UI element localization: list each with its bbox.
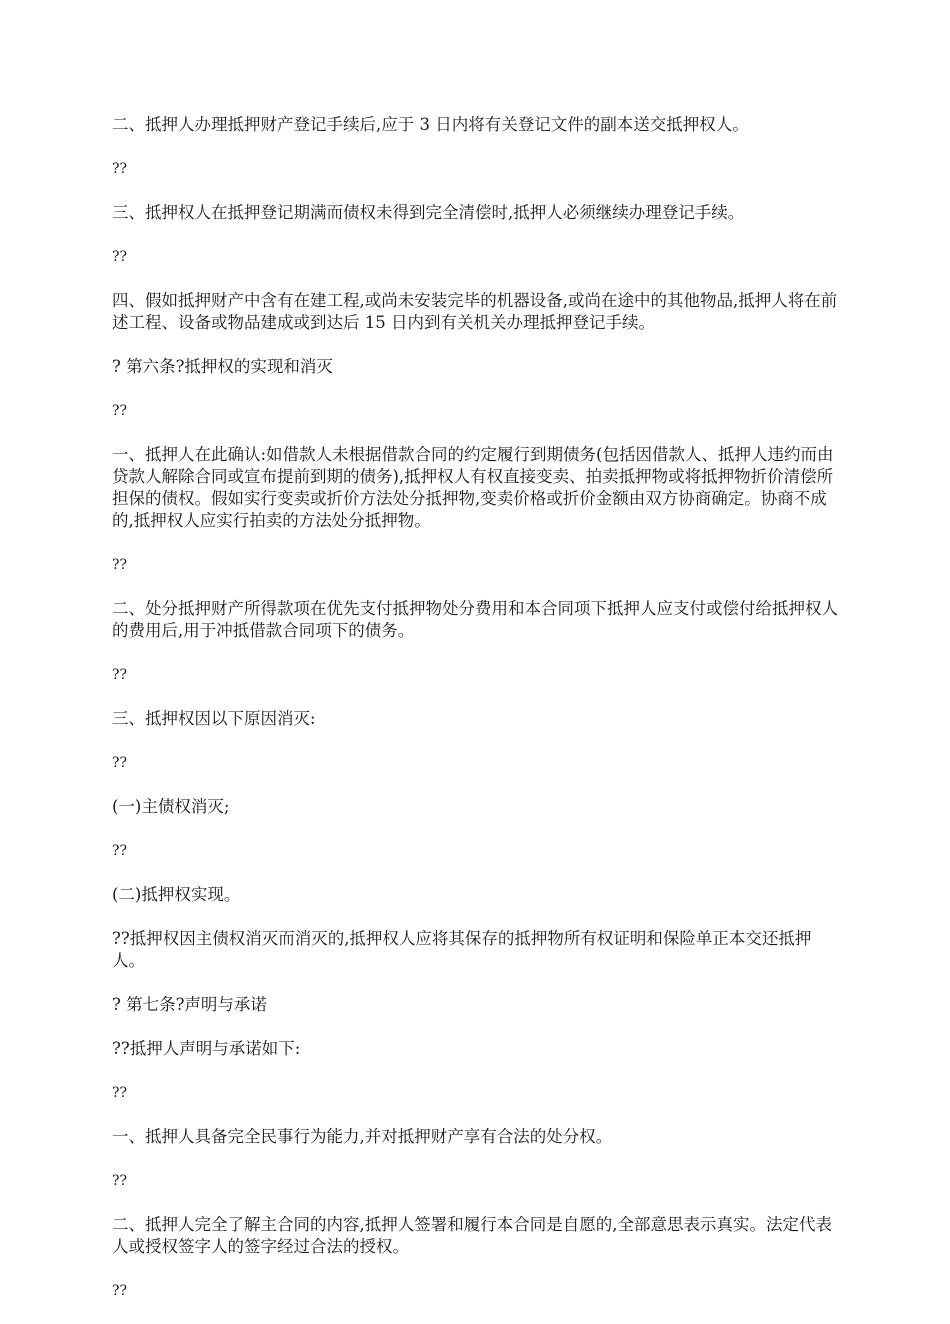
- paragraph: ??抵押人声明与承诺如下:: [112, 1039, 301, 1058]
- paragraph: 二、处分抵押财产所得款项在优先支付抵押物处分费用和本合同项下抵押人应支付或偿付给抵押权人的费用后,用于冲抵借款合同项下的债务。: [112, 599, 838, 640]
- paragraph-placeholder: ??: [112, 1085, 128, 1101]
- section-heading: ? 第六条?抵押权的实现和消灭: [112, 357, 333, 376]
- paragraph: 一、抵押人在此确认:如借款人未根据借款合同的约定履行到期债务(包括因借款人、抵押人违约而由贷款人解除合同或宣布提前到期的债务),抵押权人有权直接变卖、拍卖抵押物或将抵押物折价清偿所担保的债权。假如实行变卖或折价方法处分抵押物,变卖价格或折价金额由双方协商确定。协商不成的,抵押权人应实行拍卖的方法处分抵押物。: [112, 445, 834, 530]
- paragraph: 二、抵押人完全了解主合同的内容,抵押人签署和履行本合同是自愿的,全部意思表示真实。法定代表人或授权签字人的签字经过合法的授权。: [112, 1215, 832, 1256]
- document-body: [112, 114, 842, 1324]
- paragraph-placeholder: ??: [112, 403, 128, 419]
- paragraph-placeholder: ??: [112, 667, 128, 683]
- paragraph: ??抵押权因主债权消灭而消灭的,抵押权人应将其保存的抵押物所有权证明和保险单正本交还抵押人。: [112, 929, 812, 970]
- paragraph: 三、抵押权因以下原因消灭:: [112, 709, 316, 728]
- paragraph: 二、抵押人办理抵押财产登记手续后,应于 3 日内将有关登记文件的副本送交抵押权人。: [112, 115, 749, 134]
- paragraph-placeholder: ??: [112, 1283, 128, 1299]
- paragraph: 四、假如抵押财产中含有在建工程,或尚未安装完毕的机器设备,或尚在途中的其他物品,抵押人将在前述工程、设备或物品建成或到达后 15 日内到有关机关办理抵押登记手续。: [112, 291, 838, 332]
- paragraph-placeholder: ??: [112, 161, 128, 177]
- paragraph-placeholder: ??: [112, 755, 128, 771]
- list-item: (二)抵押权实现。: [112, 885, 241, 904]
- section-heading: ? 第七条?声明与承诺: [112, 995, 267, 1014]
- paragraph-placeholder: ??: [112, 843, 128, 859]
- list-item: (一)主债权消灭;: [112, 797, 230, 816]
- paragraph: 三、抵押权人在抵押登记期满而债权未得到完全清偿时,抵押人必须继续办理登记手续。: [112, 203, 745, 222]
- paragraph-placeholder: ??: [112, 1173, 128, 1189]
- paragraph-placeholder: ??: [112, 249, 128, 265]
- paragraph: 一、抵押人具备完全民事行为能力,并对抵押财产享有合法的处分权。: [112, 1127, 613, 1146]
- paragraph-placeholder: ??: [112, 557, 128, 573]
